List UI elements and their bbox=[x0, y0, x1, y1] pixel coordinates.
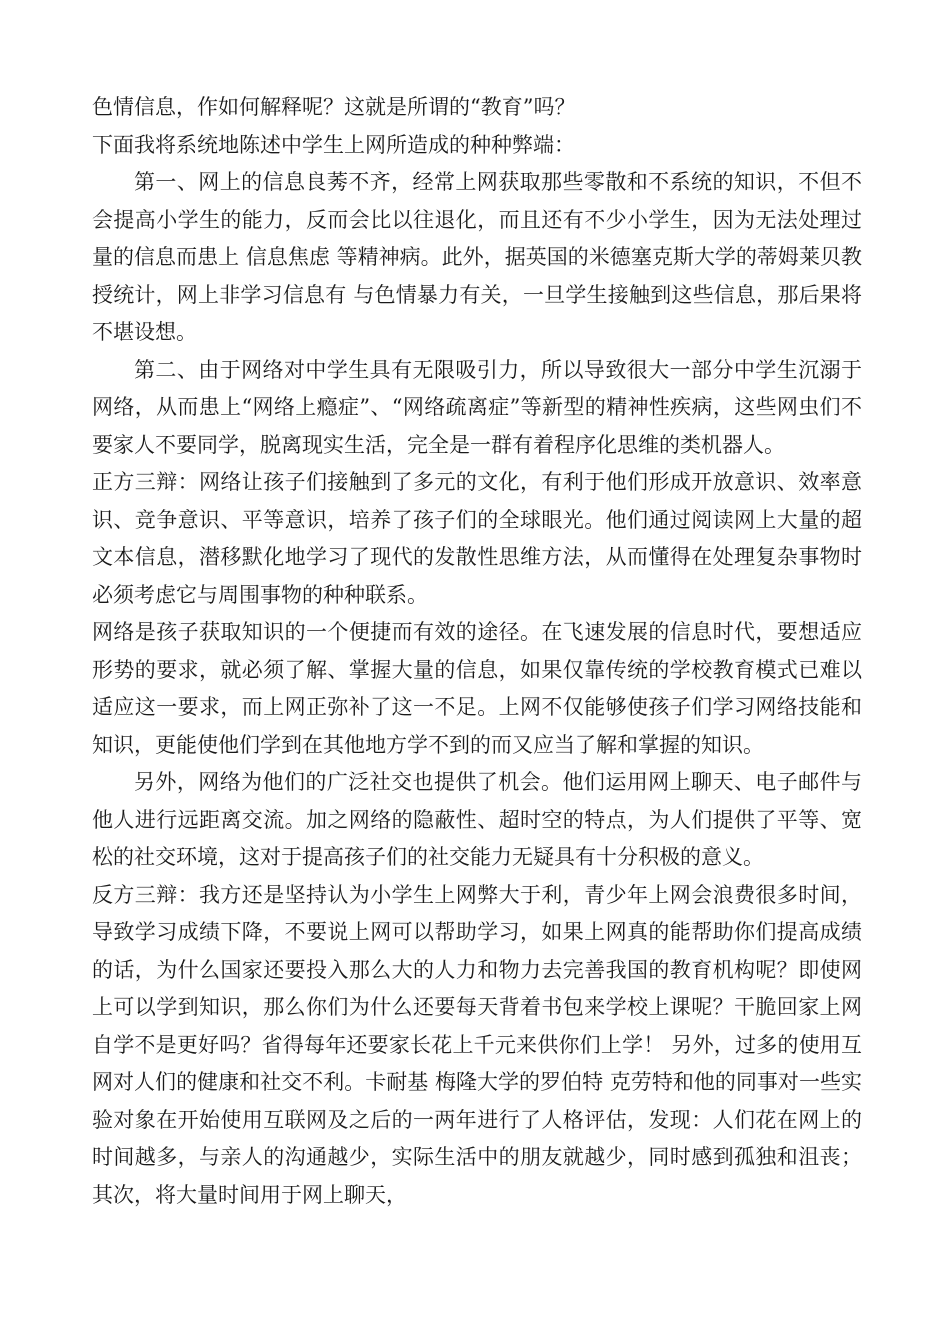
paragraph-5: 正方三辩：网络让孩子们接触到了多元的文化，有利于他们形成开放意识、效率意识、竞争意识、平等意识，培养了孩子们的全球眼光。他们通过阅读网上大量的超文本信息，潜移默化地学习了现代的发散性思维方法，从而懂得在处理复杂事物时必须考虑它与周围事物的种种联系。 bbox=[92, 470, 862, 607]
paragraph-6: 网络是孩子获取知识的一个便捷而有效的途径。在飞速发展的信息时代，要想适应形势的要求，就必须了解、掌握大量的信息，如果仅靠传统的学校教育模式已难以适应这一要求，而上网正弥补了这一不足。上网不仅能够使孩子们学习网络技能和知识，更能使他们学到在其他地方学不到的而又应当了解和掌握的知识。 bbox=[92, 620, 862, 757]
paragraph-8: 反方三辩：我方还是坚持认为小学生上网弊大于利，青少年上网会浪费很多时间，导致学习成绩下降，不要说上网可以帮助学习，如果上网真的能帮助你们提高成绩的话，为什么国家还要投入那么大的人力和物力去完善我国的教育机构呢？即使网上可以学到知识，那么你们为什么还要每天背着书包来学校上课呢？干脆回家上网自学不是更好吗？省得每年还要家长花上千元来供你们上学！ 另外，过多的使用互网对人们的健康和社交不利。卡耐基 梅隆大学的罗伯特 克劳特和他的同事对一些实验对象在开始使用互联网及之后的一两年进行了人格评估，发现：人们花在网上的时间越多，与亲人的沟通越少，实际生活中的朋友就越少，同时感到孤独和沮丧；其次，将大量时间用于网上聊天， bbox=[92, 882, 862, 1207]
paragraph-3: 第一、网上的信息良莠不齐，经常上网获取那些零散和不系统的知识，不但不会提高小学生的能力，反而会比以往退化，而且还有不少小学生，因为无法处理过量的信息而患上 信息焦虑 等精神病。此外，据英国的米德塞克斯大学的蒂姆莱贝教授统计，网上非学习信息有 与色情暴力有关，一旦学生接触到这些信息，那后果将不堪设想。 bbox=[92, 170, 862, 344]
paragraph-2: 下面我将系统地陈述中学生上网所造成的种种弊端： bbox=[92, 132, 575, 157]
paragraph-7: 另外，网络为他们的广泛社交也提供了机会。他们运用网上聊天、电子邮件与他人进行远距离交流。加之网络的隐蔽性、超时空的特点，为人们提供了平等、宽松的社交环境，这对于提高孩子们的社交能力无疑具有十分积极的意义。 bbox=[92, 770, 862, 869]
paragraph-4: 第二、由于网络对中学生具有无限吸引力，所以导致很大一部分中学生沉溺于网络，从而患上“网络上瘾症”、“网络疏离症”等新型的精神性疾病，这些网虫们不要家人不要同学，脱离现实生活，完全是一群有着程序化思维的类机器人。 bbox=[92, 357, 862, 457]
document-body bbox=[92, 89, 862, 1214]
paragraph-1: 色情信息，作如何解释呢？这就是所谓的“教育”吗？ bbox=[92, 95, 576, 119]
